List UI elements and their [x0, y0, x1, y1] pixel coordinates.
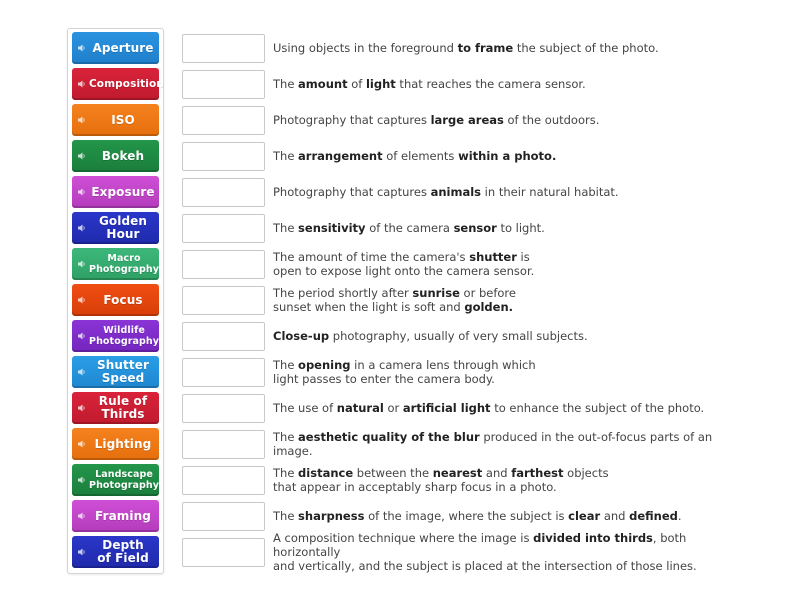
drop-zone[interactable] — [182, 322, 265, 351]
drop-zone[interactable] — [182, 538, 265, 567]
tile-exposure[interactable] — [72, 176, 159, 208]
tile-golden-hour[interactable] — [72, 212, 159, 244]
drop-zone[interactable] — [182, 430, 265, 459]
drop-zone[interactable] — [182, 394, 265, 423]
speaker-icon[interactable] — [75, 44, 89, 52]
definition-text: The opening in a camera lens through which light passes to enter the camera body. — [273, 358, 536, 386]
speaker-icon[interactable] — [75, 368, 89, 376]
tile-label: Aperture — [92, 40, 154, 55]
tile-label: Composition — [89, 77, 164, 90]
drop-zone[interactable] — [182, 286, 265, 315]
tile-label: Bokeh — [101, 148, 145, 163]
speaker-icon[interactable] — [75, 80, 89, 88]
definition-text: Close-up photography, usually of very small subjects. — [273, 329, 588, 343]
tile-aperture[interactable] — [72, 32, 159, 64]
tile-lighting[interactable] — [72, 428, 159, 460]
drop-zone[interactable] — [182, 142, 265, 171]
tile-wildlife-photography[interactable] — [72, 320, 159, 352]
drop-zone[interactable] — [182, 214, 265, 243]
drop-zone[interactable] — [182, 502, 265, 531]
speaker-icon[interactable] — [75, 476, 89, 484]
tile-bokeh[interactable] — [72, 140, 159, 172]
tile-label: Depth of Field — [97, 538, 149, 565]
tile-landscape-photography[interactable] — [72, 464, 159, 496]
speaker-icon[interactable] — [75, 116, 89, 124]
definition-text: Photography that captures animals in their natural habitat. — [273, 185, 619, 199]
definition-text: The period shortly after sunrise or before sunset when the light is soft and golden. — [273, 286, 516, 314]
definition-text: The sensitivity of the camera sensor to light. — [273, 221, 545, 235]
definition-text: Using objects in the foreground to frame the subject of the photo. — [273, 41, 659, 55]
tile-framing[interactable] — [72, 500, 159, 532]
speaker-icon[interactable] — [75, 260, 89, 268]
definition-text: The sharpness of the image, where the subject is clear and defined. — [273, 509, 682, 523]
drop-zone[interactable] — [182, 466, 265, 495]
speaker-icon[interactable] — [75, 332, 89, 340]
tile-shutter-speed[interactable] — [72, 356, 159, 388]
drop-zone[interactable] — [182, 34, 265, 63]
definition-text: The use of natural or artificial light to enhance the subject of the photo. — [273, 401, 705, 415]
definition-text: The amount of light that reaches the camera sensor. — [273, 77, 586, 91]
speaker-icon[interactable] — [75, 404, 89, 412]
tile-focus[interactable] — [72, 284, 159, 316]
tile-label: Landscape Photography — [89, 469, 160, 491]
tile-label: Focus — [103, 292, 143, 307]
tile-label: Exposure — [91, 184, 155, 199]
tile-label: Golden Hour — [98, 214, 148, 241]
speaker-icon[interactable] — [75, 512, 89, 520]
speaker-icon[interactable] — [75, 188, 89, 196]
tile-label: Wildlife Photography — [89, 325, 160, 347]
definition-text: The arrangement of elements within a photo. — [273, 149, 557, 163]
definition-text: A composition technique where the image is divided into thirds, both horizontally and vertically, and the subject is placed at the intersection of those lines. — [273, 531, 697, 573]
speaker-icon[interactable] — [75, 296, 89, 304]
definition-text: The aesthetic quality of the blur produced in the out-of-focus parts of an image. — [273, 430, 713, 458]
definition-text: The distance between the nearest and farthest objects that appear in acceptably sharp focus in a photo. — [273, 466, 609, 494]
tile-label: ISO — [111, 112, 135, 127]
tile-label: Shutter Speed — [97, 358, 149, 385]
drop-zone[interactable] — [182, 70, 265, 99]
drop-zone[interactable] — [182, 358, 265, 387]
drop-zone[interactable] — [182, 106, 265, 135]
tile-macro-photography[interactable] — [72, 248, 159, 280]
speaker-icon[interactable] — [75, 548, 89, 556]
tile-rule-of-thirds[interactable] — [72, 392, 159, 424]
tile-label: Framing — [95, 508, 151, 523]
tiles-panel — [67, 28, 164, 574]
tile-label: Rule of Thirds — [98, 394, 148, 421]
speaker-icon[interactable] — [75, 152, 89, 160]
speaker-icon[interactable] — [75, 440, 89, 448]
tile-composition[interactable] — [72, 68, 164, 100]
definition-text: The amount of time the camera's shutter is open to expose light onto the camera sensor. — [273, 250, 535, 278]
drop-zone[interactable] — [182, 250, 265, 279]
drop-zone[interactable] — [182, 178, 265, 207]
tile-label: Macro Photography — [89, 253, 160, 275]
definition-text: Photography that captures large areas of the outdoors. — [273, 113, 600, 127]
tile-label: Lighting — [94, 436, 152, 451]
tile-iso[interactable] — [72, 104, 159, 136]
tile-depth-of-field[interactable] — [72, 536, 159, 568]
speaker-icon[interactable] — [75, 224, 89, 232]
